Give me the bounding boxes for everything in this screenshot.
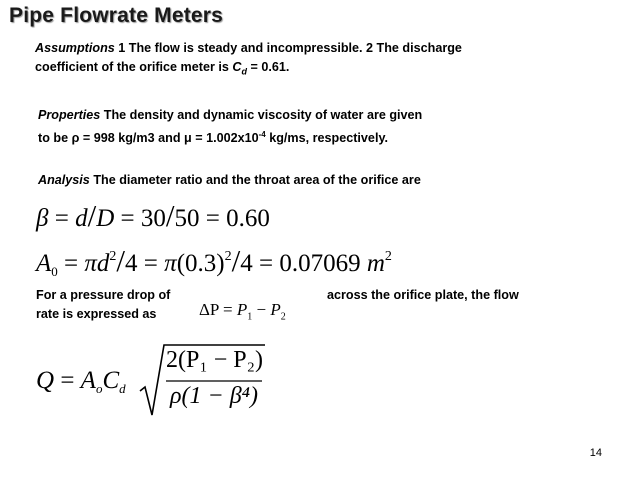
pi-symbol: π <box>164 250 177 277</box>
eq-sign: = <box>54 367 81 394</box>
var-A: A <box>36 250 52 277</box>
flow-equation-lhs <box>36 367 126 395</box>
properties-line-2 <box>38 125 388 148</box>
fraction-slash: / <box>87 198 97 233</box>
var-p1: P <box>236 300 248 319</box>
sub-o: o <box>95 381 103 396</box>
pi-symbol: π <box>84 250 97 277</box>
ratio-denominator: 50 <box>174 205 200 232</box>
eq-sign: = <box>218 300 237 319</box>
assumptions-line-1 <box>35 39 462 58</box>
pressure-drop-equation <box>199 300 286 322</box>
pressure-line-1b: across the orifice plate, the flow <box>327 288 519 302</box>
properties-label: Properties <box>38 108 101 122</box>
exponent-2: 2 <box>224 249 232 264</box>
properties-text-2b: kg/ms, respectively. <box>265 131 389 146</box>
minus-sign: − <box>252 300 271 319</box>
unit-m: m <box>366 250 385 277</box>
analysis-line <box>38 171 421 190</box>
pressure-line-2: rate is expressed as <box>36 307 157 321</box>
var-D: D <box>96 205 115 232</box>
fraction-slash: / <box>165 198 175 233</box>
eq-sign: = <box>48 205 76 232</box>
area-result: = 0.07069 <box>252 250 367 277</box>
flow-sqrt-fraction <box>138 343 266 421</box>
denominator-4: 4 <box>125 250 138 277</box>
diameter-value: (0.3) <box>176 250 225 277</box>
delta-p: ΔP <box>199 300 219 319</box>
sub-d: d <box>119 381 126 396</box>
beta-symbol: β <box>36 205 49 232</box>
area-equation <box>36 243 392 279</box>
assumptions-text-2a: coefficient of the orifice meter is <box>35 60 233 74</box>
assumptions-text-2b: = 0.61. <box>246 60 290 74</box>
properties-line-1 <box>38 106 422 125</box>
var-C: C <box>102 367 120 394</box>
var-p2: P <box>270 300 281 319</box>
properties-text-2a: to be ρ = 998 kg/m3 and μ = 1.002x10 <box>38 131 259 146</box>
assumptions-line-2 <box>35 58 289 82</box>
properties-text-1: The density and dynamic viscosity of water are given <box>103 108 423 122</box>
page-number: 14 <box>589 447 602 459</box>
ratio-numerator: = 30 <box>114 205 166 232</box>
pressure-line-1a: For a pressure drop of <box>36 288 171 302</box>
var-Q: Q <box>36 367 55 394</box>
flow-denominator: ρ(1 − β⁴) <box>170 383 258 409</box>
fraction-slash: / <box>231 243 241 278</box>
sub-2: 2 <box>280 311 286 323</box>
sub-0: 0 <box>51 264 58 279</box>
eq-sign: = <box>57 250 85 277</box>
cd-symbol: C <box>232 60 242 74</box>
eq-sign: = <box>137 250 165 277</box>
assumptions-label: Assumptions <box>35 41 115 55</box>
flow-numerator: 2(P₁ − P₂) <box>166 347 263 373</box>
exponent-2: 2 <box>109 249 117 264</box>
viscosity-exponent: -4 <box>258 130 266 139</box>
analysis-text: The diameter ratio and the throat area of the orifice are <box>93 173 421 187</box>
slide-title: Pipe Flowrate Meters <box>9 4 224 27</box>
beta-equation <box>36 198 270 234</box>
var-d: d <box>75 205 88 232</box>
exponent-2: 2 <box>384 249 392 264</box>
denominator-4: 4 <box>240 250 253 277</box>
assumptions-text-1: 1 The flow is steady and incompressible. 2 The discharge <box>118 41 462 55</box>
var-A: A <box>80 367 96 394</box>
cd-subscript: d <box>241 66 247 77</box>
analysis-label: Analysis <box>38 173 90 187</box>
ratio-result: = 0.60 <box>199 205 270 232</box>
sub-1: 1 <box>247 311 253 323</box>
fraction-slash: / <box>116 243 126 278</box>
var-d: d <box>96 250 110 277</box>
